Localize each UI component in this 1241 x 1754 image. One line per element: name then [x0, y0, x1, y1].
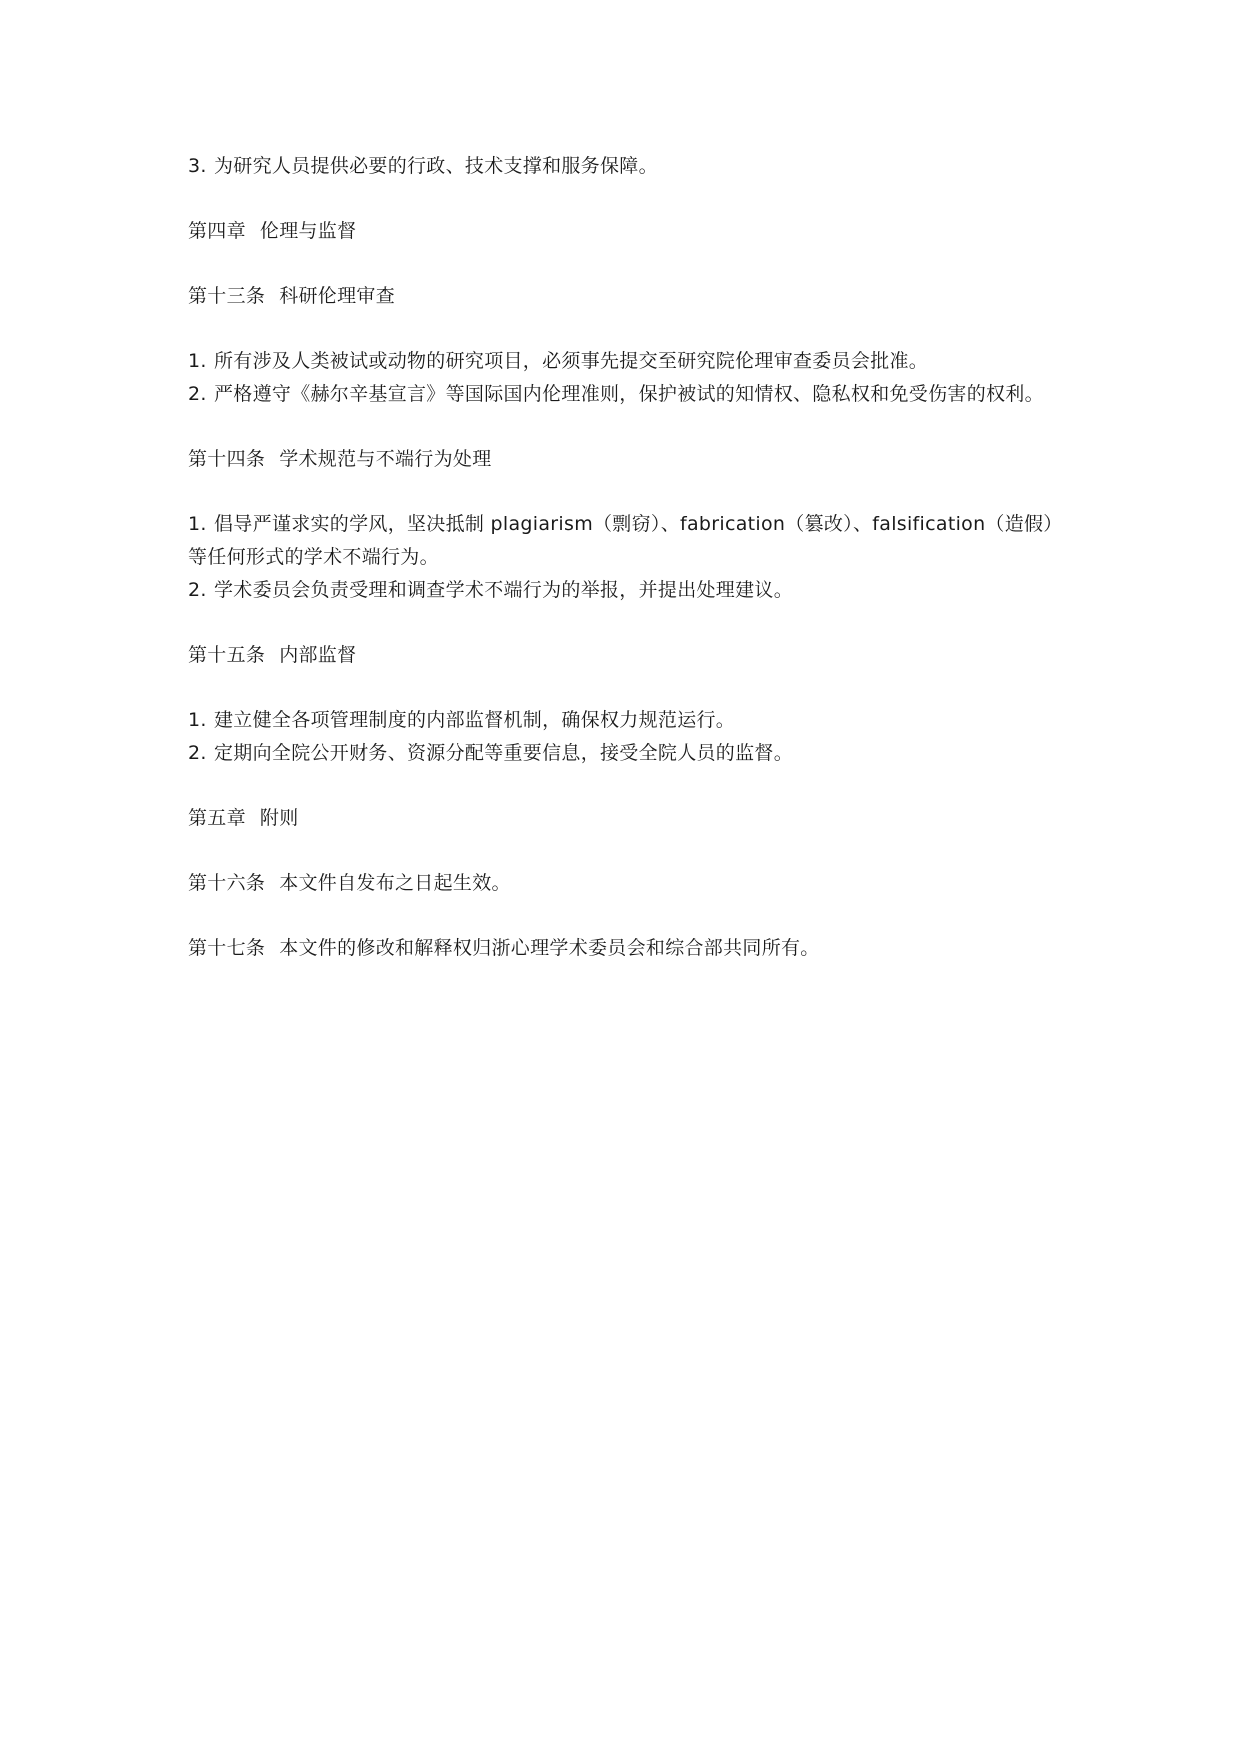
item-text: 为研究人员提供必要的行政、技术支撑和服务保障。: [214, 155, 658, 177]
article-label: 第十四条: [188, 448, 266, 470]
article-heading: [188, 280, 1058, 313]
item-number: 1.: [188, 709, 207, 731]
list-item: [188, 508, 1058, 574]
item-number: 2.: [188, 383, 207, 405]
list-item: [188, 737, 1058, 770]
chapter-label: 第五章: [188, 807, 246, 829]
item-text: 严格遵守《赫尔辛基宣言》等国际国内伦理准则，保护被试的知情权、隐私权和免受伤害的权利。: [214, 383, 1044, 405]
list-item: [188, 150, 1058, 183]
chapter-heading: [188, 215, 1058, 248]
article-title: 科研伦理审查: [279, 285, 396, 307]
chapter-label: 第四章: [188, 220, 246, 242]
document-body: [188, 150, 1058, 965]
item-text: 所有涉及人类被试或动物的研究项目，必须事先提交至研究院伦理审查委员会批准。: [214, 350, 929, 372]
item-number: 3.: [188, 155, 207, 177]
article-label: 第十五条: [188, 644, 266, 666]
chapter-title: 附则: [259, 807, 299, 829]
article-text: 本文件自发布之日起生效。: [279, 872, 511, 894]
article-heading: [188, 443, 1058, 476]
article-label: 第十六条: [188, 872, 266, 894]
item-number: 2.: [188, 579, 207, 601]
item-text: 倡导严谨求实的学风，坚决抵制 plagiarism（剽窃）、fabrication（篡改）、falsification（造假）等任何形式的学术不端行为。: [188, 513, 1054, 568]
list-item: [188, 574, 1058, 607]
item-text: 定期向全院公开财务、资源分配等重要信息，接受全院人员的监督。: [214, 742, 794, 764]
article-16: [188, 867, 1058, 900]
item-number: 2.: [188, 742, 207, 764]
article-title: 学术规范与不端行为处理: [279, 448, 492, 470]
item-text: 建立健全各项管理制度的内部监督机制，确保权力规范运行。: [214, 709, 736, 731]
article-title: 内部监督: [279, 644, 357, 666]
item-number: 1.: [188, 513, 207, 535]
list-item: [188, 345, 1058, 378]
chapter-heading: [188, 802, 1058, 835]
article-label: 第十三条: [188, 285, 266, 307]
article-label: 第十七条: [188, 937, 266, 959]
item-number: 1.: [188, 350, 207, 372]
item-text: 学术委员会负责受理和调查学术不端行为的举报，并提出处理建议。: [214, 579, 794, 601]
list-item: [188, 378, 1058, 411]
article-heading: [188, 639, 1058, 672]
article-17: [188, 932, 1058, 965]
article-text: 本文件的修改和解释权归浙心理学术委员会和综合部共同所有。: [279, 937, 820, 959]
chapter-title: 伦理与监督: [259, 220, 357, 242]
list-item: [188, 704, 1058, 737]
